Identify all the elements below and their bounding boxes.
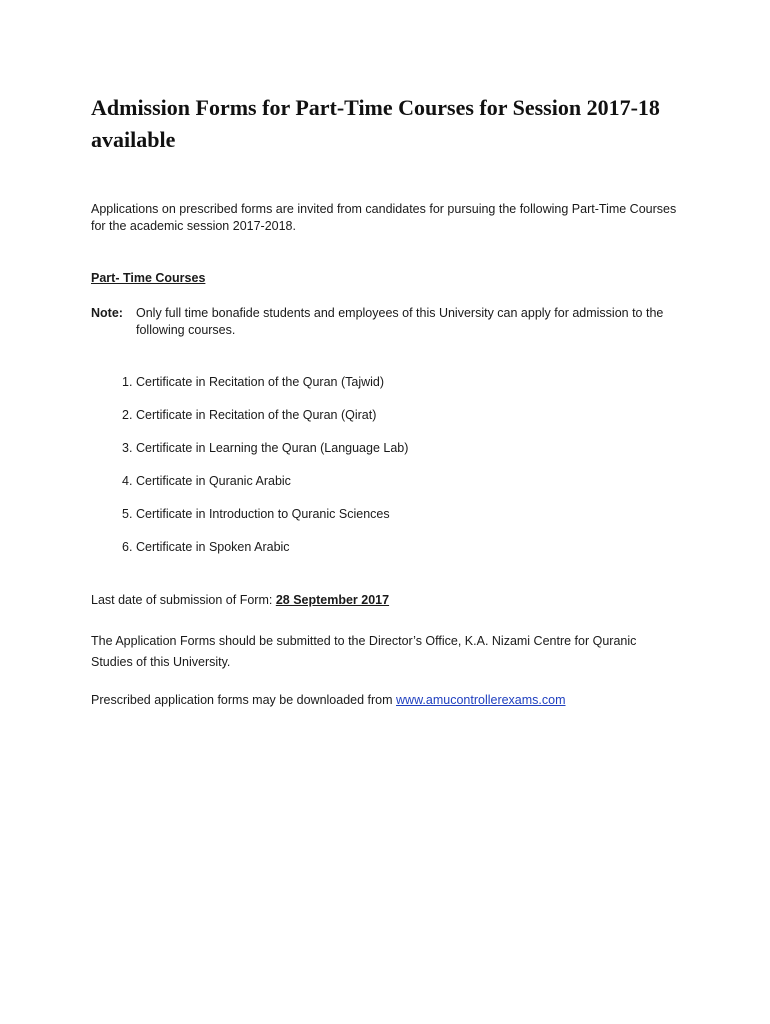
list-item	[91, 407, 691, 440]
course-list	[91, 374, 691, 572]
submission-info: The Application Forms should be submitted to the Director’s Office, K.A. Nizami Centre for Quranic Studies of this University.	[91, 634, 637, 669]
deadline-date: 28 September 2017	[275, 593, 390, 607]
list-item	[91, 440, 691, 473]
list-item-label: Certificate in Introduction to Quranic Sciences	[136, 507, 390, 521]
list-item-number: 6.	[122, 540, 133, 554]
list-item-number: 3.	[122, 441, 133, 455]
list-item	[91, 473, 691, 506]
section-heading: Part- Time Courses	[91, 271, 206, 285]
eligibility-note	[91, 305, 691, 339]
list-item-number: 5.	[122, 507, 133, 521]
list-item	[91, 539, 691, 572]
deadline-label: Last date of submission of Form:	[91, 593, 276, 607]
document-title: Admission Forms for Part-Time Courses for Session 2017-18 available	[91, 95, 660, 152]
list-item-label: Certificate in Recitation of the Quran (Tajwid)	[136, 375, 385, 389]
download-line	[91, 692, 566, 709]
list-item-number: 2.	[122, 408, 133, 422]
list-item-label: Certificate in Spoken Arabic	[136, 540, 290, 554]
list-item-number: 4.	[122, 474, 133, 488]
download-link[interactable]: www.amucontrollerexams.com	[396, 693, 566, 707]
download-text: Prescribed application forms may be downloaded from	[91, 693, 397, 707]
intro-paragraph: Applications on prescribed forms are invited from candidates for pursuing the following Part-Time Courses for the academic session 2017-2018.	[91, 202, 677, 233]
list-item-label: Certificate in Learning the Quran (Language Lab)	[136, 441, 409, 455]
list-item-number: 1.	[122, 375, 133, 389]
list-item	[91, 506, 691, 539]
list-item-label: Certificate in Quranic Arabic	[136, 474, 291, 488]
list-item-label: Certificate in Recitation of the Quran (Qirat)	[136, 408, 377, 422]
note-text: Only full time bonafide students and employees of this University can apply for admission to the following courses.	[136, 306, 664, 337]
list-item	[91, 374, 691, 407]
deadline-line	[91, 592, 389, 609]
note-label: Note:	[91, 306, 123, 320]
